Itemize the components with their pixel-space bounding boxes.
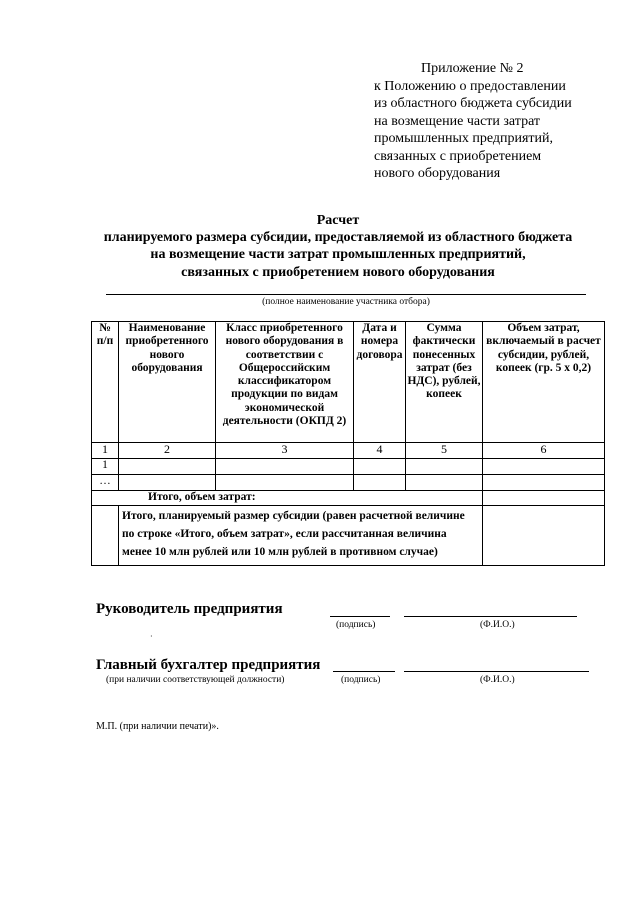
table-cell	[406, 475, 483, 491]
stamp-place: М.П. (при наличии печати)».	[96, 721, 219, 732]
table-row	[92, 459, 605, 475]
total-costs-row	[92, 491, 605, 506]
accountant-label: Главный бухгалтер предприятия	[96, 657, 321, 673]
column-number: 3	[216, 443, 354, 459]
appendix-line: нового оборудования	[374, 166, 501, 181]
planned-subsidy-label: Итого, планируемый размер субсидии (равен расчетной величине по строке «Итого, объем затрат», если рассчитанная величина менее 10 млн рублей или 10 млн рублей в противном случае)	[119, 506, 483, 566]
accountant-note: (при наличии соответствующей должности)	[106, 675, 285, 685]
director-name-caption: (Ф.И.О.)	[480, 620, 515, 630]
appendix-line: связанных с приобретением	[374, 148, 542, 164]
appendix-line: промышленных предприятий,	[374, 131, 554, 146]
heading-line: планируемого размера субсидии, предоставляемой из областного бюджета	[103, 230, 573, 246]
document-heading	[80, 212, 596, 281]
total-costs-value	[483, 491, 605, 506]
column-number: 5	[406, 443, 483, 459]
accountant-signature-caption: (подпись)	[341, 675, 381, 685]
table-row	[92, 475, 605, 491]
header-cell-contract: Дата и номера договора	[354, 322, 406, 443]
header-cell-included-costs: Объем затрат, включаемый в расчет субсидии, рублей, копеек (гр. 5 х 0,2)	[483, 322, 605, 443]
planned-subsidy-value	[483, 506, 605, 566]
stray-dot: ·	[150, 632, 153, 641]
heading-line: связанных с приобретением нового оборудования	[181, 264, 495, 280]
column-number: 4	[354, 443, 406, 459]
appendix-line: из областного бюджета субсидии	[374, 96, 572, 111]
calculation-table	[91, 321, 605, 566]
header-cell-equipment-class: Класс приобретенного нового оборудования в соответствии с Общероссийским классификатором продукции по видам экономической деятельности (ОКПД 2)	[216, 322, 354, 443]
appendix-line: к Положению о предоставлении	[374, 78, 566, 94]
column-number: 1	[92, 443, 119, 459]
column-number-row	[92, 443, 605, 459]
director-label: Руководитель предприятия	[96, 601, 283, 617]
row-number: …	[92, 475, 119, 491]
table-cell	[406, 459, 483, 475]
director-name-line	[404, 616, 577, 617]
header-cell-number: № п/п	[92, 322, 119, 443]
column-number: 6	[483, 443, 605, 459]
total-costs-label: Итого, объем затрат:	[92, 491, 483, 506]
director-signature-line	[330, 616, 390, 617]
participant-caption: (полное наименование участника отбора)	[262, 297, 430, 307]
participant-name-line	[106, 294, 586, 295]
heading-title: Расчет	[316, 213, 360, 228]
table-cell	[354, 459, 406, 475]
row-number: 1	[92, 459, 119, 475]
header-cell-equipment-name: Наименование приобретенного нового оборудования	[119, 322, 216, 443]
accountant-name-caption: (Ф.И.О.)	[480, 675, 515, 685]
table-cell	[216, 459, 354, 475]
table-header-row	[92, 322, 605, 443]
table-cell	[483, 459, 605, 475]
appendix-line: на возмещение части затрат	[374, 113, 541, 129]
table-cell	[92, 506, 119, 566]
table-cell	[216, 475, 354, 491]
table-cell	[119, 475, 216, 491]
planned-subsidy-row	[92, 506, 605, 566]
director-signature-caption: (подпись)	[336, 620, 376, 630]
accountant-signature-line	[333, 671, 395, 672]
column-number: 2	[119, 443, 216, 459]
accountant-name-line	[404, 671, 589, 672]
table-cell	[483, 475, 605, 491]
heading-line: на возмещение части затрат промышленных предприятий,	[150, 247, 526, 263]
appendix-block	[374, 60, 614, 183]
appendix-title: Приложение № 2	[421, 61, 524, 76]
table-cell	[119, 459, 216, 475]
header-cell-actual-costs: Сумма фактически понесенных затрат (без НДС), рублей, копеек	[406, 322, 483, 443]
table-cell	[354, 475, 406, 491]
